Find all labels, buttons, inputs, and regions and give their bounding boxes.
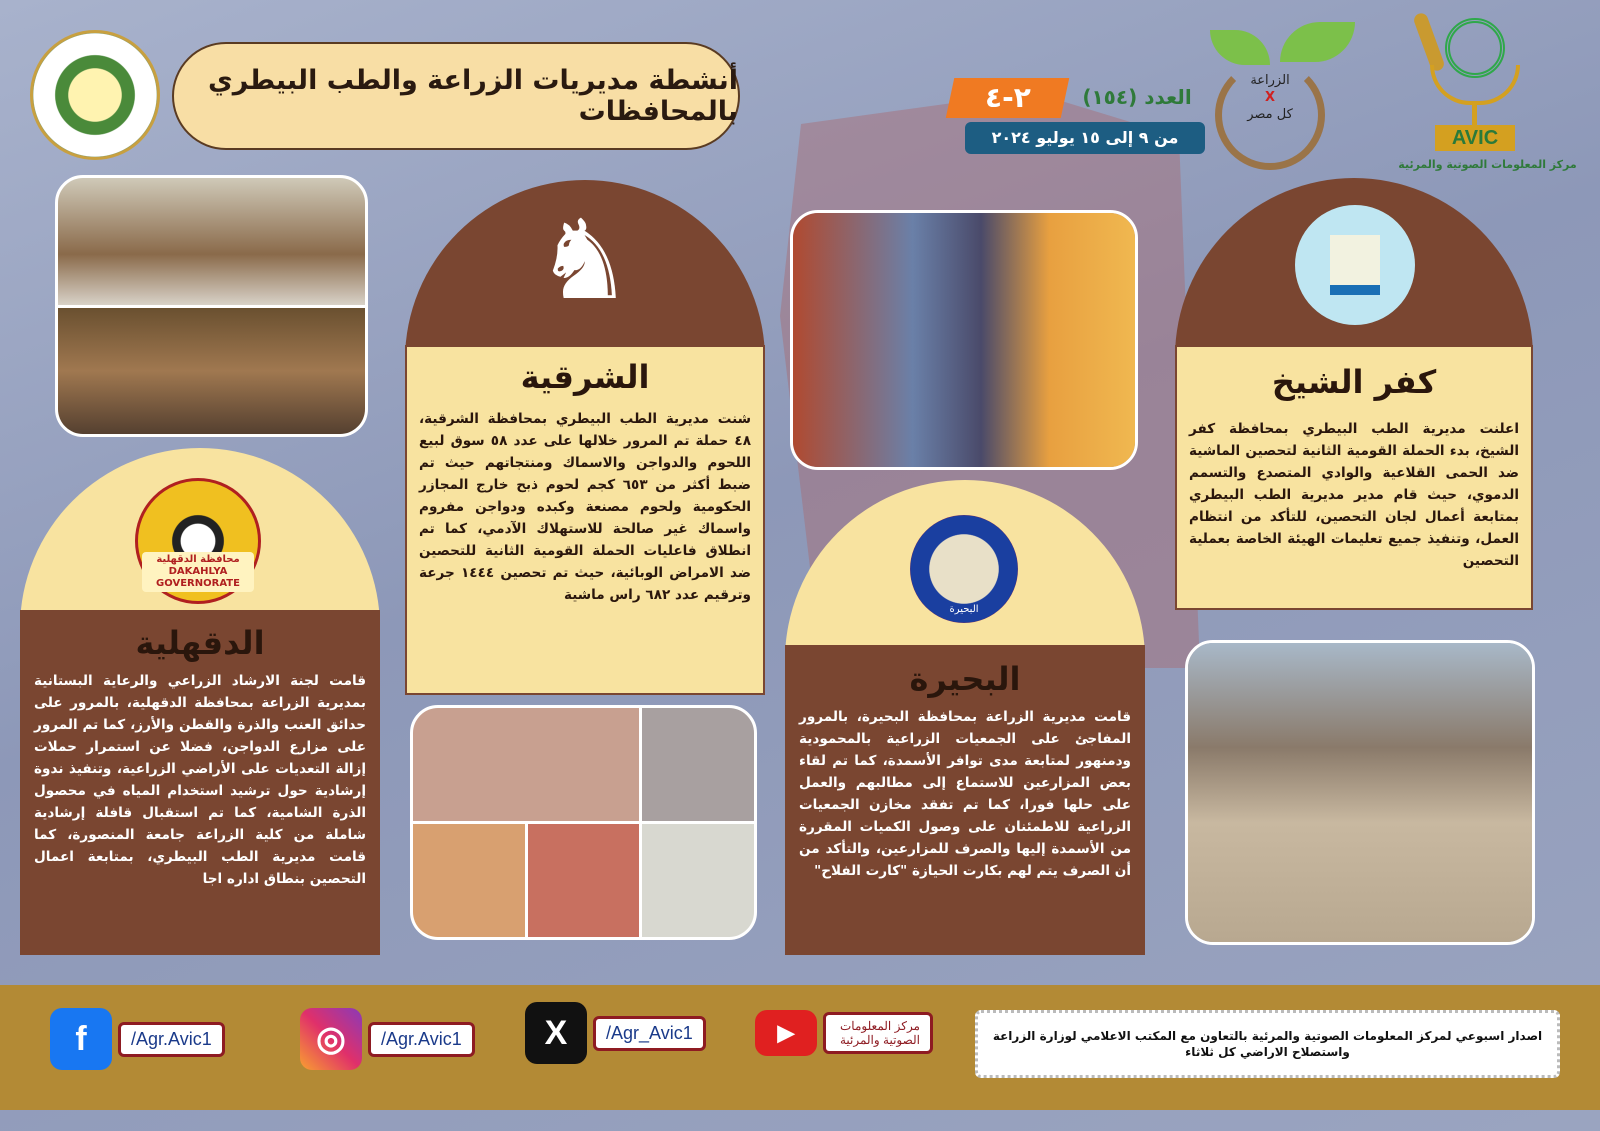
avic-name: مركز المعلومات الصوتية والمرئية: [1398, 158, 1577, 171]
panel-title: كفر الشيخ: [1271, 363, 1437, 401]
panel-title: البحيرة: [909, 660, 1021, 698]
x-icon: X: [525, 1002, 587, 1064]
youtube-link[interactable]: ▶ مركز المعلومات الصوتية والمرئية: [755, 1010, 933, 1056]
panel-sharqia: [405, 180, 765, 695]
date-range: من ٩ إلى ١٥ يوليو ٢٠٢٤: [965, 122, 1205, 154]
photo-sharqia-markets: [410, 705, 757, 940]
issue-badge: ٢-٤: [946, 78, 1070, 118]
issue-number: العدد (١٥٤): [1082, 85, 1192, 109]
photo-sharqia-meeting: [55, 175, 368, 437]
panel-title: الشرقية: [520, 358, 650, 396]
panel-text: اعلنت مديرية الطب البيطري بمحافظة كفر الشيخ، بدء الحملة القومية الثانية لتحصين الماشية ضد الحمى القلاعية والوادي المتصدع والتسمم الدموي، حيث قام مدير مديرية الطب البيطري بمتابعة أعمال لجان التحصين، للتأكد من انتظام العمل، وتنفيذ جميع تعليمات الهيئة الخاصة بعملية التحصين: [1189, 421, 1519, 569]
photo-kafr-elsheikh-warehouse: [790, 210, 1138, 470]
dakahlia-logo-text: محافظة الدقهلية DAKAHLYA GOVERNORATE: [142, 552, 254, 592]
stand-post: [1472, 105, 1477, 125]
avic-logo: [1410, 10, 1530, 155]
beheira-logo: [910, 515, 1018, 623]
beheira-logo-text: البحيرة: [949, 604, 979, 615]
avic-logo-text: AVIC: [1435, 125, 1515, 151]
footer-note: اصدار اسبوعي لمركز المعلومات الصوتية والمرئية بالتعاون مع المكتب الاعلامي لوزارة الزراعة واستصلاح الاراضي كل ثلاثاء: [975, 1010, 1560, 1078]
horse-icon: ♞: [535, 196, 634, 324]
leaf-icon: [1280, 22, 1355, 62]
panel-text: شنت مديرية الطب البيطري بمحافظة الشرقية، ٤٨ حملة تم المرور خلالها على عدد ٥٨ سوق لبيع اللحوم والدواجن والاسماك ومنتجاتهم حيث تم ضبط أكثر من ٦٥٣ كجم لحوم ذبح خارج المجازر الحكومية ولحوم مصنعة وكبده ودواجن مفروم واسماك غير صالحة للاستهلاك الآدمي، كما تم انطلاق فاعليات الحملة القومية الثانية للتحصين ضد الامراض الوبائية، حيث تم تحصين ١٤٤٤ جرعة وترقيم عدد ٦٨٢ راس ماشية: [419, 411, 751, 603]
photo-beheira-field: [1185, 640, 1535, 945]
panel-text: قامت لجنة الارشاد الزراعي والرعاية البستانية بمديرية الزراعة بمحافظة الدقهلية، بالمرور على حدائق العنب والذرة والقطن والأرز، كما تم المرور على مزارع الدواجن، فضلا عن استمرار حملات إزالة التعديات على الأراضي الزراعية، وتنفيذ ندوة إرشادية حول ترشيد استخدام المياه في محصول الذرة الشامية، كما تم استقبال قافلة إرشادية شاملة من كلية الزراعة جامعة المنصورة، كما قامت مديرية الطب البيطري، بمتابعة اعمال التحصين بنطاق اداره اجا: [34, 673, 366, 887]
ministry-logo: MALR: [30, 30, 160, 160]
kafr-elsheikh-logo: [1295, 205, 1415, 325]
panel-text: قامت مديرية الزراعة بمحافظة البحيرة، بالمرور المفاجئ على الجمعيات الزراعية بالمحمودية ودمنهور لمتابعة مدى توافر الأسمدة، كما تم لقاء بعض المزارعين للاستماع إلى مطالبهم والعمل على حلها فورا، كما تم تفقد مخازن الجمعيات الزراعية للاطمئنان على وصول الكميات المقررة من الأسمدة إليها والصرف للمزارعين، والتأكد من أن الصرف يتم لهم بكارت الحيازة "كارت الفلاح": [799, 709, 1131, 879]
instagram-link[interactable]: ◎ /Agr.Avic1: [300, 1008, 475, 1070]
youtube-icon: ▶: [755, 1010, 817, 1056]
x-link[interactable]: X /Agr_Avic1: [525, 1002, 706, 1064]
stand-icon: [1430, 65, 1520, 105]
panel-dakahlia: [20, 448, 380, 955]
campaign-logo-text: الزراعة X كل مصر: [1247, 73, 1293, 122]
panel-title: الدقهلية: [135, 624, 265, 662]
dakahlia-logo: [135, 478, 261, 604]
campaign-logo: [1210, 20, 1355, 165]
instagram-icon: ◎: [300, 1008, 362, 1070]
panel-kafr-elsheikh: [1175, 178, 1533, 610]
facebook-icon: f: [50, 1008, 112, 1070]
page-title: أنشطة مديريات الزراعة والطب البيطري بالمحافظات: [172, 42, 740, 150]
panel-beheira: [785, 480, 1145, 955]
wheat-icon: [1412, 11, 1446, 72]
facebook-link[interactable]: f /Agr.Avic1: [50, 1008, 225, 1070]
